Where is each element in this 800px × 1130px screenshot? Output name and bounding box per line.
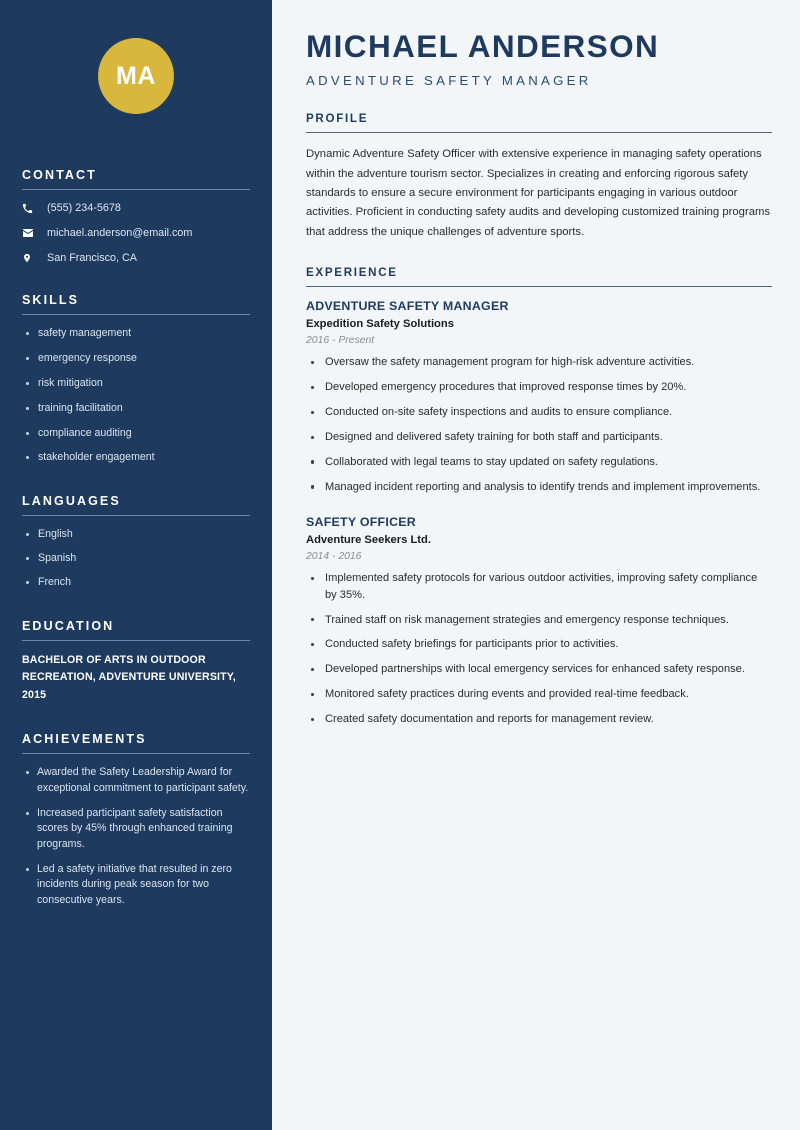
main-content [280,0,800,1130]
education-section [22,619,250,704]
list-item: Trained staff on risk management strategies and emergency response techniques. [306,612,772,628]
experience-divider [306,286,772,287]
list-item: Awarded the Safety Leadership Award for exceptional commitment to participant safety. [22,765,250,796]
languages-list [22,527,250,591]
list-item: English [22,527,250,542]
list-item: Oversaw the safety management program for high-risk adventure activities. [306,354,772,370]
contact-phone-value: (555) 234-5678 [47,202,121,214]
list-item: Led a safety initiative that resulted in zero incidents during peak season for two consecutive years. [22,862,250,908]
list-item: Collaborated with legal teams to stay updated on safety regulations. [306,454,772,470]
skills-list [22,326,250,466]
job-dates: 2016 - Present [306,335,375,347]
contact-divider [22,189,250,190]
contact-location-value: San Francisco, CA [47,252,138,265]
job-bullets [306,570,772,727]
contact-heading: CONTACT [22,168,97,182]
achievements-list [22,765,250,908]
skills-heading: SKILLS [22,293,80,308]
achievements-divider [22,753,250,754]
job-company: Adventure Seekers Ltd. [306,534,431,547]
list-item: Created safety documentation and reports for management review. [306,711,772,727]
achievements-section [22,732,250,908]
job-bullets [306,354,772,495]
profile-text: Dynamic Adventure Safety Officer with extensive experience in managing safety operations within the adventure tourism sector. Specializes in creating and enforcing rigorous safety standards to ensure a secure environment for participants engaging in various outdoor activities. Proficient in conducting safety audits and developing customized training programs that address the unique challenges of adventure sports. [306,148,771,238]
list-item: Designed and delivered safety training for both staff and participants. [306,429,772,445]
phone-icon [22,203,38,214]
list-item: Increased participant safety satisfaction scores by 45% through enhanced training programs. [22,806,250,852]
experience-heading: EXPERIENCE [306,266,398,280]
list-item: Developed partnerships with local emergency services for enhanced safety response. [306,661,772,677]
experience-entry-2 [306,515,772,727]
list-item: safety management [22,326,250,341]
contact-section [22,168,250,265]
sidebar [0,0,272,1130]
profile-heading: PROFILE [306,112,369,126]
profile-divider [306,132,772,133]
list-item: Spanish [22,551,250,566]
languages-divider [22,515,250,516]
list-item: French [22,575,250,590]
education-heading: EDUCATION [22,618,115,633]
job-role: ADVENTURE SAFETY MANAGER [306,299,509,314]
job-role: SAFETY OFFICER [306,515,416,530]
education-divider [22,640,250,641]
experience-entry-1 [306,299,772,495]
languages-section [22,494,250,591]
list-item: risk mitigation [22,376,250,391]
contact-item-phone[interactable] [22,201,250,215]
skills-section [22,293,250,466]
job-company: Expedition Safety Solutions [306,318,454,331]
avatar-container [22,0,250,122]
page-title: MICHAEL ANDERSON [306,28,660,64]
profile-section [306,112,772,242]
list-item: training facilitation [22,401,250,416]
email-icon [22,227,38,239]
languages-heading: LANGUAGES [22,493,121,508]
avatar: MA [98,38,174,114]
achievements-heading: ACHIEVEMENTS [22,732,147,747]
list-item: Implemented safety protocols for various outdoor activities, improving safety compliance by 35%. [306,570,772,603]
list-item: Monitored safety practices during events and provided real-time feedback. [306,686,772,702]
contact-item-email[interactable] [22,226,250,240]
list-item: stakeholder engagement [22,450,250,465]
skills-divider [22,314,250,315]
job-dates: 2014 - 2016 [306,551,362,563]
list-item: Managed incident reporting and analysis to identify trends and implement improvements. [306,479,772,495]
list-item: Conducted on-site safety inspections and audits to ensure compliance. [306,404,772,420]
list-item: emergency response [22,351,250,366]
list-item: Conducted safety briefings for participants prior to activities. [306,636,772,652]
contact-list [22,201,250,265]
location-icon [22,252,38,264]
list-item: Developed emergency procedures that improved response times by 20%. [306,379,772,395]
contact-email-value: michael.anderson@email.com [47,227,193,240]
contact-item-location[interactable] [22,251,250,265]
list-item: compliance auditing [22,426,250,441]
experience-section [306,266,772,727]
education-entry: BACHELOR OF ARTS IN OUTDOOR RECREATION, ADVENTURE UNIVERSITY, 2015 [22,653,236,701]
header-subtitle: ADVENTURE SAFETY MANAGER [306,73,592,89]
